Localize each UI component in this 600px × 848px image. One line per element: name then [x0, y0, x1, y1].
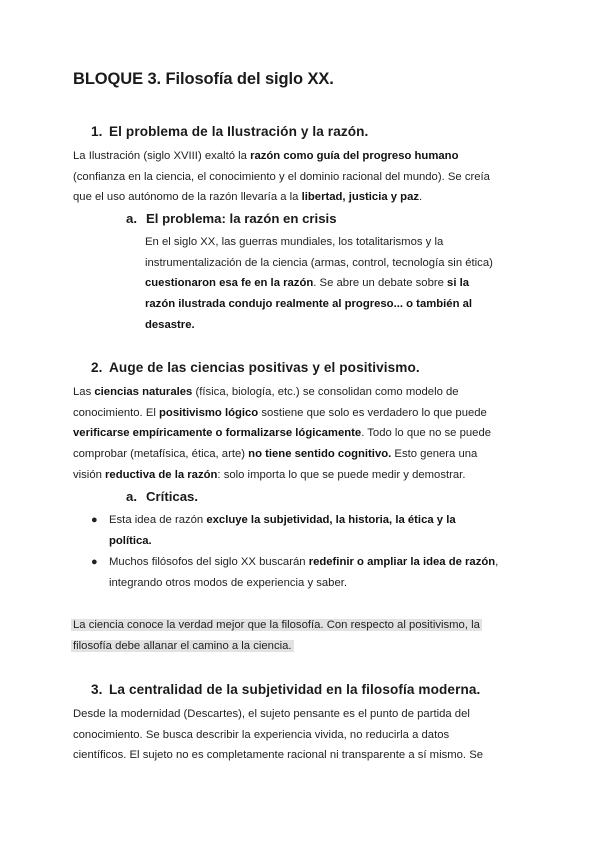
text-line: instrumentalización de la ciencia (armas, control, tecnología sin ética)	[145, 256, 493, 269]
text-line: integrando otros modos de experiencia y saber.	[109, 576, 348, 589]
section-2-heading-text: Auge de las ciencias positivas y el positivismo.	[109, 360, 420, 375]
text-line: desastre.	[145, 318, 195, 331]
section-1-paragraph	[73, 146, 490, 208]
text-line: conocimiento. El positivismo lógico sostiene que solo es verdadero lo que puede	[73, 406, 487, 419]
section-1-number: 1.	[91, 124, 103, 139]
section-1a-letter: a.	[126, 211, 137, 226]
bullet-icon: ●	[91, 556, 98, 568]
text-line: En el siglo XX, las guerras mundiales, los totalitarismos y la	[145, 236, 444, 248]
section-2a-heading-text: Críticas.	[146, 489, 199, 504]
text-line: Muchos filósofos del siglo XX buscarán redefinir o ampliar la idea de razón,	[109, 556, 499, 568]
document-title: BLOQUE 3. Filosofía del siglo XX.	[73, 70, 334, 88]
section-3-number: 3.	[91, 682, 103, 697]
section-1-heading	[91, 124, 368, 139]
section-1a-paragraph	[145, 232, 493, 336]
text-line: conocimiento. Se busca describir la experiencia vivida, no reducirla a datos	[73, 728, 450, 741]
section-2a-heading	[126, 489, 198, 504]
text-line: cuestionaron esa fe en la razón. Se abre un debate sobre si la	[145, 277, 470, 290]
bullet-item	[91, 552, 499, 593]
text-line: filosofía debe allanar el camino a la ciencia.	[73, 639, 292, 652]
section-2-paragraph	[73, 382, 491, 486]
section-1a-heading-text: El problema: la razón en crisis	[146, 211, 337, 226]
section-2-number: 2.	[91, 360, 103, 375]
section-3-paragraph	[73, 704, 483, 766]
text-line: Esta idea de razón excluye la subjetividad, la historia, la ética y la	[109, 514, 456, 526]
text-line: que el uso autónomo de la razón llevaría a la libertad, justicia y paz.	[73, 191, 423, 204]
text-line: Desde la modernidad (Descartes), el sujeto pensante es el punto de partida del	[73, 708, 470, 720]
text-line: razón ilustrada condujo realmente al progreso... o también al	[145, 298, 473, 311]
text-line: visión reductiva de la razón: solo importa lo que se puede medir y demostrar.	[73, 468, 466, 481]
text-line: (confianza en la ciencia, el conocimiento y el dominio racional del mundo). Se creía	[73, 170, 490, 183]
highlighted-note	[73, 615, 482, 656]
section-3-heading-text: La centralidad de la subjetividad en la filosofía moderna.	[109, 682, 481, 697]
section-3-heading	[91, 682, 480, 697]
text-line: La ciencia conoce la verdad mejor que la filosofía. Con respecto al positivismo, la	[73, 619, 480, 631]
text-line: comprobar (metafísica, ética, arte) no tiene sentido cognitivo. Esto genera una	[73, 448, 478, 461]
text-line: Las ciencias naturales (física, biología, etc.) se consolidan como modelo de	[73, 386, 459, 398]
text-line: verificarse empíricamente o formalizarse lógicamente. Todo lo que no se puede	[73, 427, 492, 440]
section-1a-heading	[126, 211, 337, 226]
bullet-icon: ●	[91, 514, 98, 526]
section-2-heading	[91, 360, 420, 375]
section-2a-letter: a.	[126, 489, 137, 504]
text-line: La Ilustración (siglo XVIII) exaltó la razón como guía del progreso humano	[73, 150, 459, 162]
text-line: política.	[109, 534, 152, 547]
text-line: científicos. El sujeto no es completamente racional ni transparente a sí mismo. Se	[73, 749, 484, 762]
section-1-heading-text: El problema de la Ilustración y la razón.	[109, 124, 369, 139]
bullet-item	[91, 510, 456, 551]
